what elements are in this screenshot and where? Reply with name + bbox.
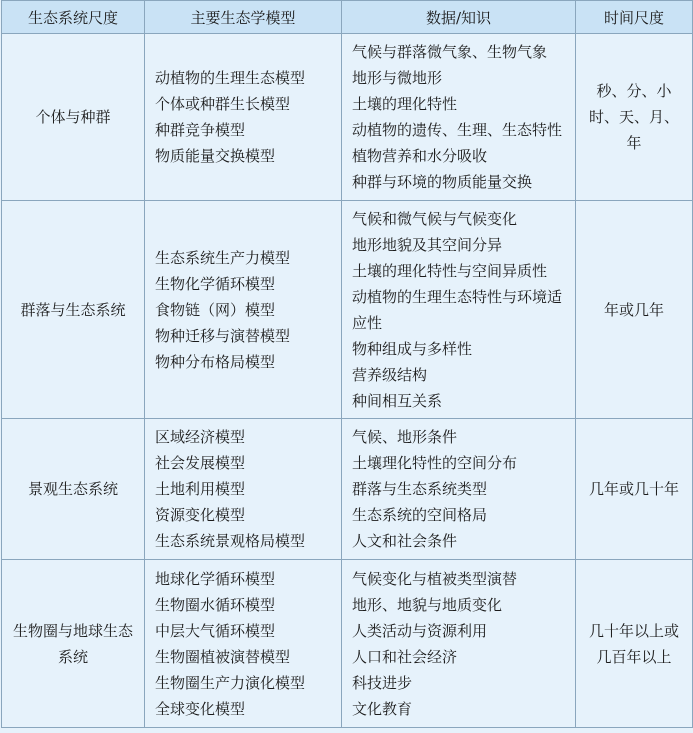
model-item: 全球变化模型: [155, 699, 246, 718]
model-item: 生态系统景观格局模型: [155, 532, 306, 550]
data-item: 气候变化与植被类型演替: [352, 569, 518, 588]
data-cell: [342, 560, 576, 728]
model-item: 个体或种群生长模型: [155, 95, 291, 113]
time-cell: 年或几年: [576, 201, 693, 419]
model-item: 生物圈植被演替模型: [155, 647, 291, 666]
table-row: [2, 34, 693, 201]
data-item: 营养级结构: [352, 365, 428, 384]
model-item: 食物链（网）模型: [155, 300, 276, 319]
header-time: 时间尺度: [576, 1, 693, 34]
model-item: 种群竞争模型: [155, 121, 246, 139]
table-row: [2, 560, 693, 728]
data-item: 种群与环境的物质能量交换: [352, 173, 533, 191]
time-cell: 秒、分、小时、天、月、年: [576, 34, 693, 201]
data-item: 地形与微地形: [352, 69, 443, 87]
data-item: 植物营养和水分吸收: [352, 147, 488, 165]
data-item: 生态系统的空间格局: [352, 506, 488, 524]
models-cell: [145, 560, 342, 728]
data-item: 人文和社会条件: [352, 532, 458, 550]
data-item: 动植物的生理生态特性与环境适: [352, 287, 563, 306]
model-item: 生态系统生产力模型: [155, 248, 291, 267]
header-models: 主要生态学模型: [145, 1, 342, 34]
data-item: 地形、地貌与地质变化: [352, 595, 503, 614]
model-item: 社会发展模型: [155, 454, 246, 472]
data-item: 种间相互关系: [352, 391, 443, 410]
time-cell: 几十年以上或几百年以上: [576, 560, 693, 728]
data-item: 土壤理化特性的空间分布: [352, 454, 518, 472]
data-item: 人类活动与资源利用: [352, 621, 488, 640]
data-item: 物种组成与多样性: [352, 339, 473, 358]
header-data: 数据/知识: [342, 1, 576, 34]
ecosystem-scale-table: [1, 0, 693, 728]
time-cell: 几年或几十年: [576, 419, 693, 560]
data-item: 应性: [352, 313, 383, 332]
data-item: 地形地貌及其空间分异: [352, 235, 503, 254]
model-item: 物种分布格局模型: [155, 352, 276, 371]
table-row: [2, 201, 693, 419]
model-item: 地球化学循环模型: [155, 569, 276, 588]
table-row: [2, 419, 693, 560]
data-item: 气候和微气候与气候变化: [352, 209, 518, 228]
models-cell: [145, 34, 342, 201]
data-item: 群落与生态系统类型: [352, 480, 488, 498]
data-cell: [342, 34, 576, 201]
model-item: 中层大气循环模型: [155, 621, 276, 640]
model-item: 生物化学循环模型: [155, 274, 276, 293]
model-item: 生物圈水循环模型: [155, 595, 276, 614]
data-item: 土壤的理化特性与空间异质性: [352, 261, 548, 280]
scale-cell: 生物圈与地球生态系统: [2, 560, 145, 728]
model-item: 物种迁移与演替模型: [155, 326, 291, 345]
model-item: 动植物的生理生态模型: [155, 69, 306, 87]
header-scale: 生态系统尺度: [2, 1, 145, 34]
data-item: 文化教育: [352, 699, 413, 718]
data-item: 气候、地形条件: [352, 428, 458, 446]
data-item: 科技进步: [352, 673, 413, 692]
model-item: 资源变化模型: [155, 506, 246, 524]
scale-cell: 个体与种群: [2, 34, 145, 201]
model-item: 土地利用模型: [155, 480, 246, 498]
data-cell: [342, 201, 576, 419]
data-item: 土壤的理化特性: [352, 95, 458, 113]
models-cell: [145, 201, 342, 419]
data-item: 人口和社会经济: [352, 647, 458, 666]
scale-cell: 群落与生态系统: [2, 201, 145, 419]
table-header-row: [2, 1, 693, 34]
data-item: 动植物的遗传、生理、生态特性: [352, 121, 563, 139]
models-cell: [145, 419, 342, 560]
data-cell: [342, 419, 576, 560]
model-item: 区域经济模型: [155, 428, 246, 446]
model-item: 物质能量交换模型: [155, 147, 276, 165]
scale-cell: 景观生态系统: [2, 419, 145, 560]
model-item: 生物圈生产力演化模型: [155, 673, 306, 692]
data-item: 气候与群落微气象、生物气象: [352, 43, 548, 61]
